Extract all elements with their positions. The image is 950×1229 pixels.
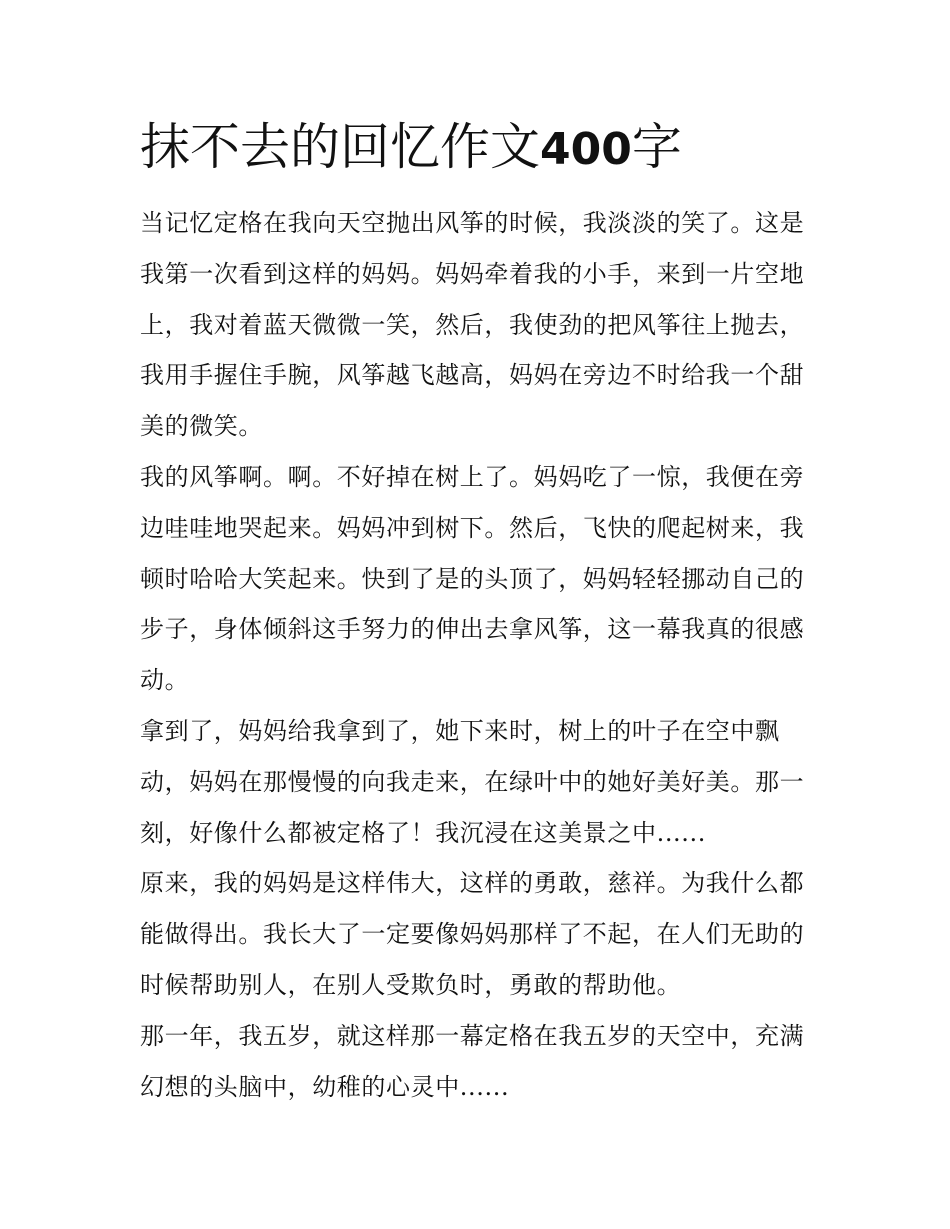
paragraph xyxy=(140,706,820,858)
paragraph xyxy=(140,452,820,706)
paragraph xyxy=(140,1011,820,1113)
text-line: 那一年，我五岁，就这样那一幕定格在我五岁的天空中，充满 xyxy=(140,1021,805,1050)
text-line: 步子，身体倾斜这手努力的伸出去拿风筝，这一幕我真的很感 xyxy=(140,615,805,644)
text-line: 我用手握住手腕，风筝越飞越高，妈妈在旁边不时给我一个甜 xyxy=(140,361,805,390)
text-line: 时候帮助别人，在别人受欺负时，勇敢的帮助他。 xyxy=(140,970,682,999)
text-line: 我的风筝啊。啊。不好掉在树上了。妈妈吃了一惊，我便在旁 xyxy=(140,462,805,491)
text-line: 上，我对着蓝天微微一笑，然后，我使劲的把风筝往上抛去， xyxy=(140,310,805,339)
essay-body xyxy=(140,198,820,1112)
text-line: 我第一次看到这样的妈妈。妈妈牵着我的小手，来到一片空地 xyxy=(140,259,805,288)
text-line: 能做得出。我长大了一定要像妈妈那样了不起，在人们无助的 xyxy=(140,920,805,949)
document-title xyxy=(140,112,840,185)
text-line: 拿到了，妈妈给我拿到了，她下来时，树上的叶子在空中飘 xyxy=(140,716,780,745)
text-line: 刻，好像什么都被定格了！我沉浸在这美景之中...... xyxy=(140,818,706,847)
text-line: 幻想的头脑中，幼稚的心灵中...... xyxy=(140,1072,510,1101)
text-line: 当记忆定格在我向天空抛出风筝的时候，我淡淡的笑了。这是 xyxy=(140,209,805,237)
text-line: 动，妈妈在那慢慢的向我走来，在绿叶中的她好美好美。那一 xyxy=(140,767,805,796)
title-text: 抹不去的回忆作文 xyxy=(140,118,540,176)
paragraph xyxy=(140,858,820,1010)
text-line: 边哇哇地哭起来。妈妈冲到树下。然后，飞快的爬起树来，我 xyxy=(140,513,805,542)
text-line: 原来，我的妈妈是这样伟大，这样的勇敢，慈祥。为我什么都 xyxy=(140,869,805,898)
text-line: 动。 xyxy=(140,666,190,695)
paragraph xyxy=(140,198,820,452)
text-line: 美的微笑。 xyxy=(140,412,263,441)
title-number: 400 xyxy=(540,124,632,175)
text-line: 顿时哈哈大笑起来。快到了是的头顶了，妈妈轻轻挪动自己的 xyxy=(140,564,805,593)
title-suffix: 字 xyxy=(631,118,682,176)
